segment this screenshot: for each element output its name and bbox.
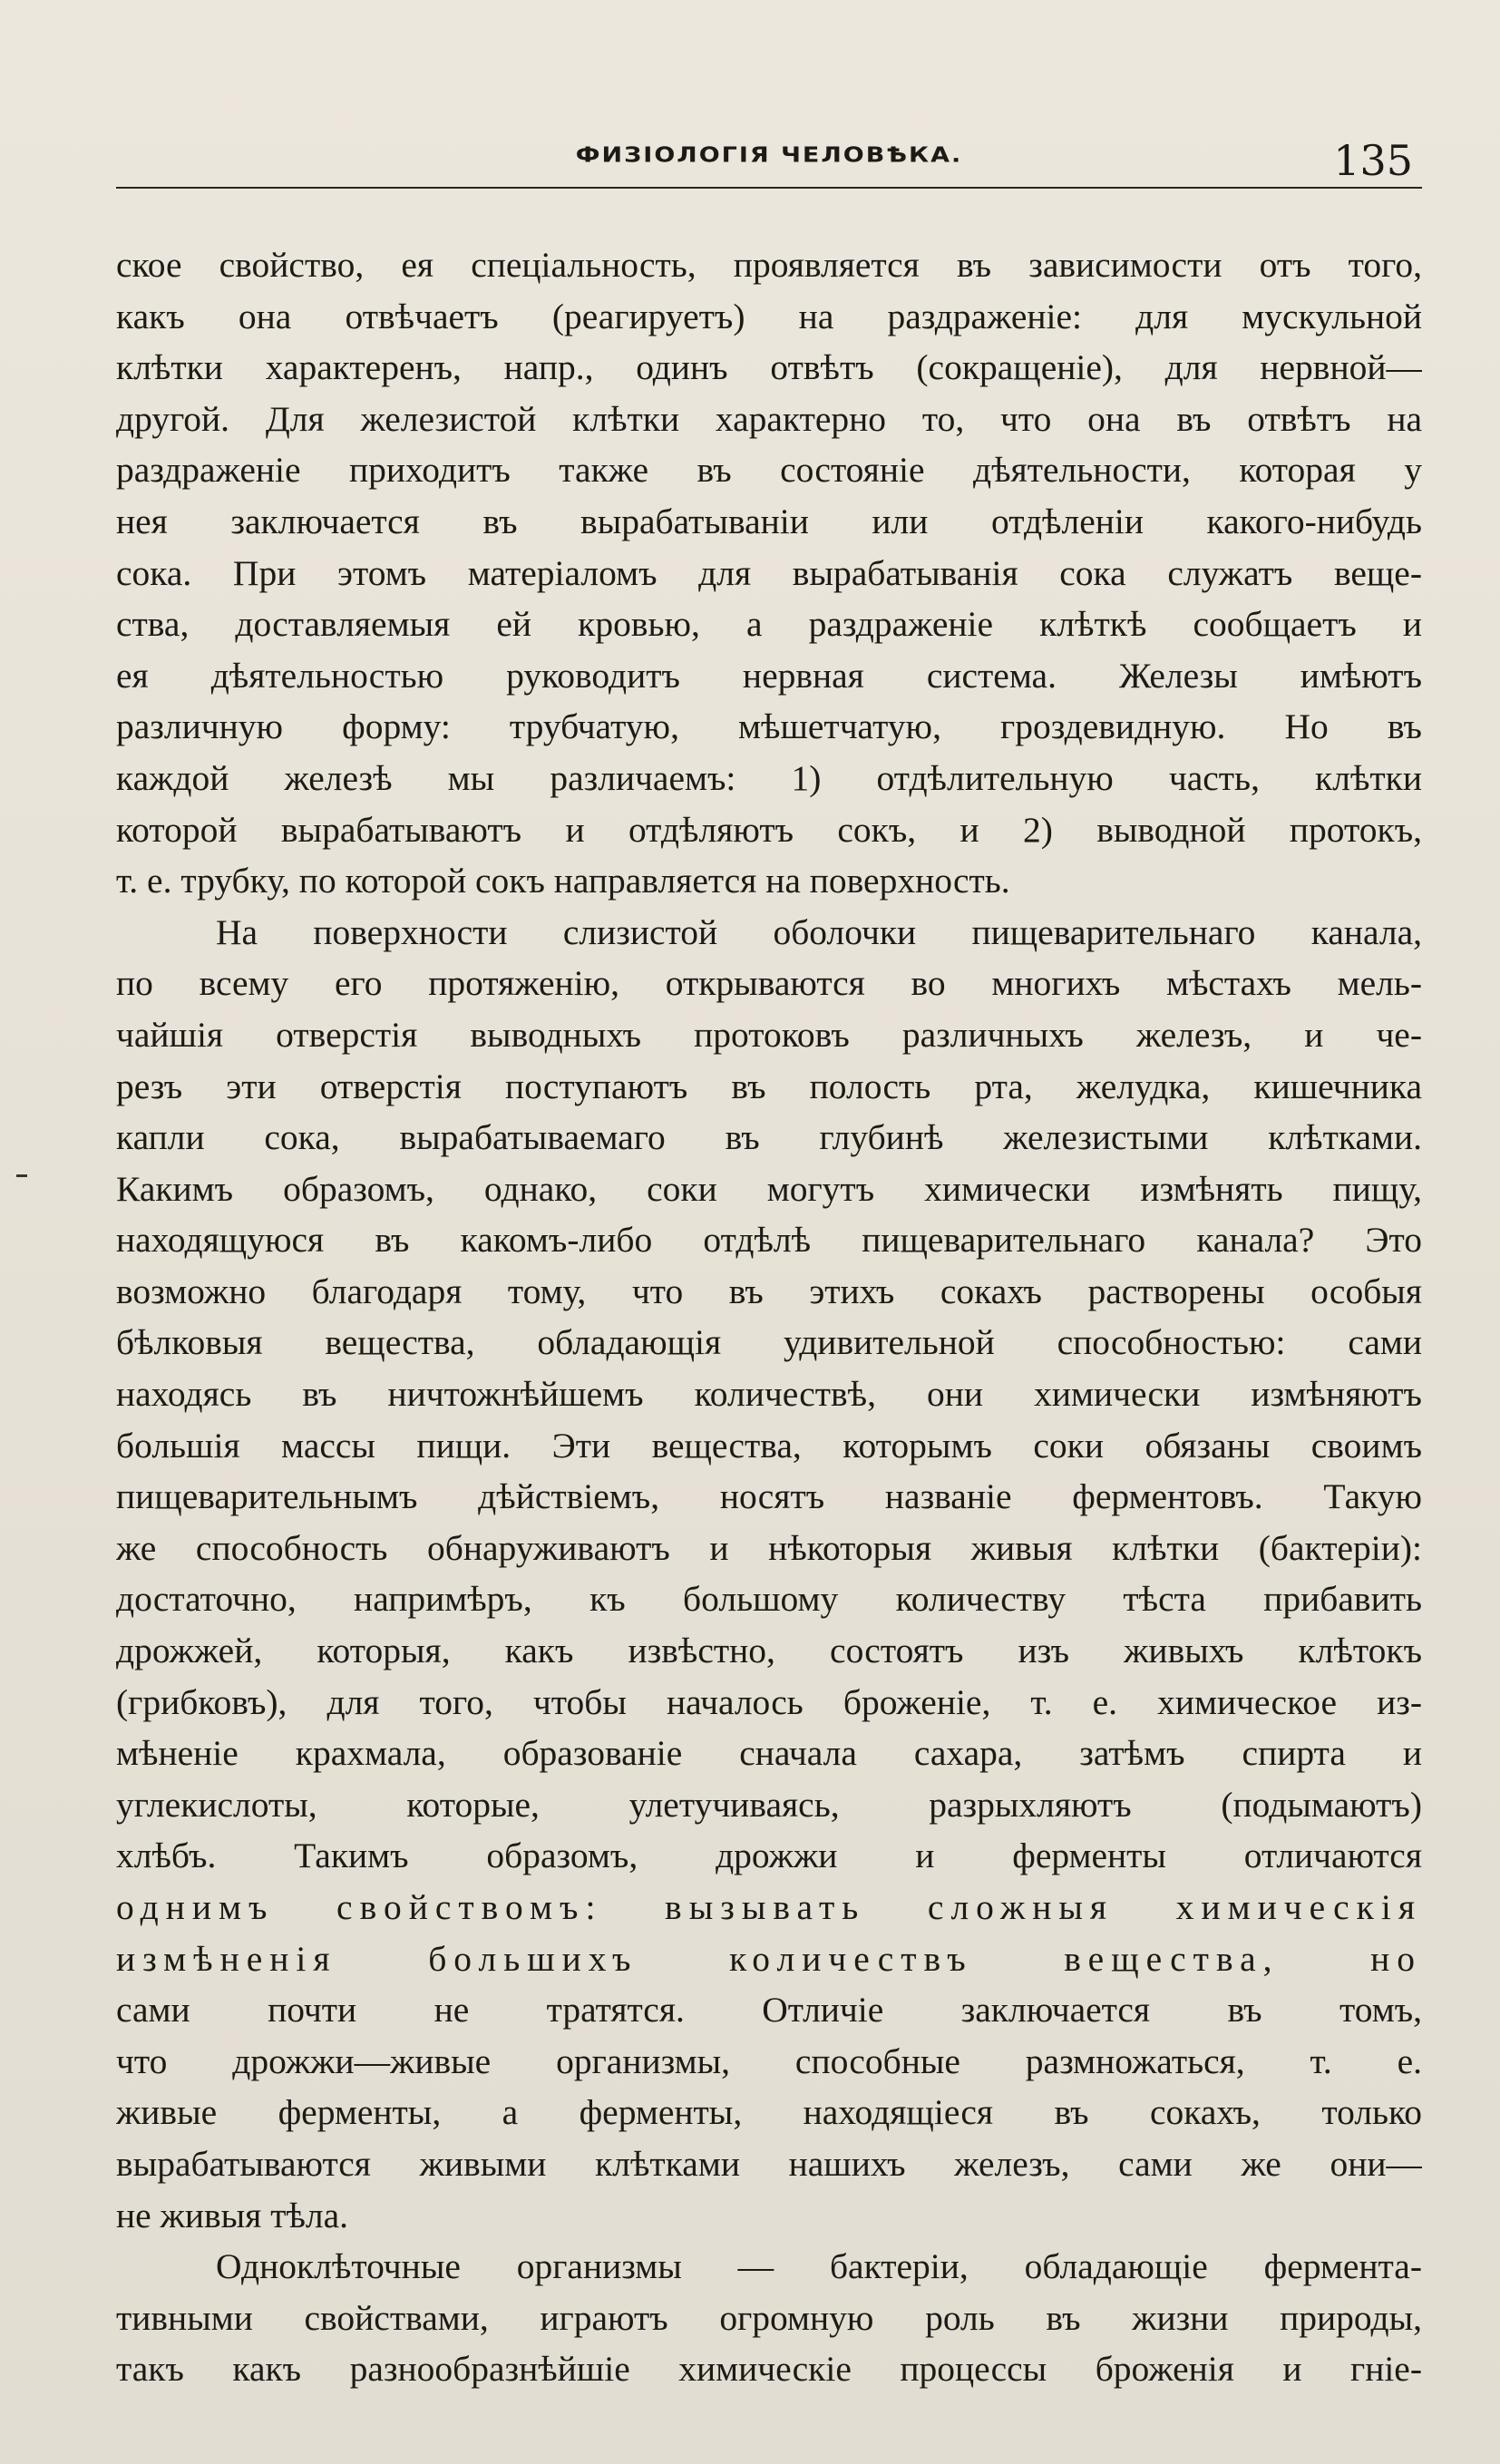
margin-mark [16, 1174, 27, 1177]
text-line: что дрожжи—живые организмы, способные размножаться, т. е. [116, 2040, 1422, 2081]
text-line: резъ эти отверстія поступаютъ въ полость рта, желудка, кишечника [116, 1066, 1422, 1106]
text-line: углекислоты, которые, улетучиваясь, разрыхляютъ (подымаютъ) [116, 1784, 1422, 1825]
page-number: 135 [1333, 136, 1413, 185]
text-line: которой вырабатываютъ и отдѣляютъ сокъ, и 2) выводной протокъ, [116, 809, 1422, 850]
text-line: хлѣбъ. Такимъ образомъ, дрожжи и ферменты отличаются [116, 1836, 1422, 1876]
paragraph-start-line: Одноклѣточные организмы — бактеріи, обладающіе фермента- [216, 2246, 1422, 2287]
text-line: нея заключается въ вырабатываніи или отдѣленіи какого-нибудь [116, 501, 1422, 541]
text-line: раздраженіе приходитъ также въ состояніе дѣятельности, которая у [116, 450, 1422, 491]
running-header [116, 136, 1422, 189]
text-line: дрожжей, которыя, какъ извѣстно, состоятъ изъ живыхъ клѣтокъ [116, 1631, 1422, 1671]
text-line: т. е. трубку, по которой сокъ направляется на поверхность. [116, 861, 1010, 901]
paragraph-start-line: На поверхности слизистой оболочки пищеварительнаго канала, [216, 911, 1422, 952]
text-line: каждой железѣ мы различаемъ: 1) отдѣлительную часть, клѣтки [116, 757, 1422, 798]
text-line: ское свойство, ея спеціальность, проявляется въ зависимости отъ того, [116, 245, 1422, 285]
body-text [116, 239, 1422, 2395]
text-line: не живыя тѣла. [116, 2195, 349, 2235]
header-rule [116, 187, 1422, 189]
text-line: сами почти не тратятся. Отличіе заключается въ томъ, [116, 1990, 1422, 2031]
text-line: Какимъ образомъ, однако, соки могутъ химически измѣнять пищу, [116, 1168, 1422, 1209]
text-line: большія массы пищи. Эти вещества, которымъ соки обязаны своимъ [116, 1425, 1422, 1466]
text-line: живые ферменты, а ферменты, находящіеся въ сокахъ, только [116, 2092, 1422, 2133]
text-line: другой. Для железистой клѣтки характерно то, что она въ отвѣтъ на [116, 398, 1422, 439]
text-line: ея дѣятельностью руководитъ нервная система. Железы имѣютъ [116, 655, 1422, 696]
text-line: какъ она отвѣчаетъ (реагируетъ) на раздраженіе: для мускульной [116, 296, 1422, 336]
text-line: бѣлковыя вещества, обладающія удивительной способностью: сами [116, 1322, 1422, 1363]
text-line: ства, доставляемыя ей кровью, а раздраженіе клѣткѣ сообщаетъ и [116, 604, 1422, 645]
text-line-spaced: однимъ свойствомъ: вызывать сложныя химическія [116, 1887, 1422, 1927]
text-line: капли сока, вырабатываемаго въ глубинѣ железистыми клѣтками. [116, 1117, 1422, 1158]
text-line: достаточно, напримѣръ, къ большому количеству тѣста прибавить [116, 1579, 1422, 1620]
text-line: находящуюся въ какомъ-либо отдѣлѣ пищеварительнаго канала? Это [116, 1220, 1422, 1261]
text-line: по всему его протяженію, открываются во многихъ мѣстахъ мель- [116, 963, 1422, 1004]
text-line: тивными свойствами, играютъ огромную роль въ жизни природы, [116, 2297, 1422, 2338]
text-line: находясь въ ничтожнѣйшемъ количествѣ, они химически измѣняютъ [116, 1374, 1422, 1415]
text-line: возможно благодаря тому, что въ этихъ сокахъ растворены особыя [116, 1271, 1422, 1311]
text-line: вырабатываются живыми клѣтками нашихъ железъ, сами же они— [116, 2143, 1422, 2184]
text-line: мѣненіе крахмала, образованіе сначала сахара, затѣмъ спирта и [116, 1733, 1422, 1774]
text-line: (грибковъ), для того, чтобы началось броженіе, т. е. химическое из- [116, 1681, 1422, 1722]
running-title: ФИЗІОЛОГІЯ ЧЕЛОВѢКА. [575, 143, 963, 168]
text-line: чайшія отверстія выводныхъ протоковъ различныхъ железъ, и че- [116, 1014, 1422, 1055]
text-line: же способность обнаруживаютъ и нѣкоторыя живыя клѣтки (бактеріи): [116, 1527, 1422, 1568]
text-line: клѣтки характеренъ, напр., одинъ отвѣтъ (сокращеніе), для нервной— [116, 347, 1422, 388]
text-line: пищеварительнымъ дѣйствіемъ, носятъ названіе ферментовъ. Такую [116, 1476, 1422, 1517]
text-line: такъ какъ разнообразнѣйшіе химическіе процессы броженія и гніе- [116, 2349, 1422, 2390]
text-line-spaced: измѣненія большихъ количествъ вещества, но [116, 1938, 1422, 1979]
text-line: различную форму: трубчатую, мѣшетчатую, гроздевидную. Но въ [116, 706, 1422, 747]
text-line: сока. При этомъ матеріаломъ для вырабатыванія сока служатъ веще- [116, 552, 1422, 593]
